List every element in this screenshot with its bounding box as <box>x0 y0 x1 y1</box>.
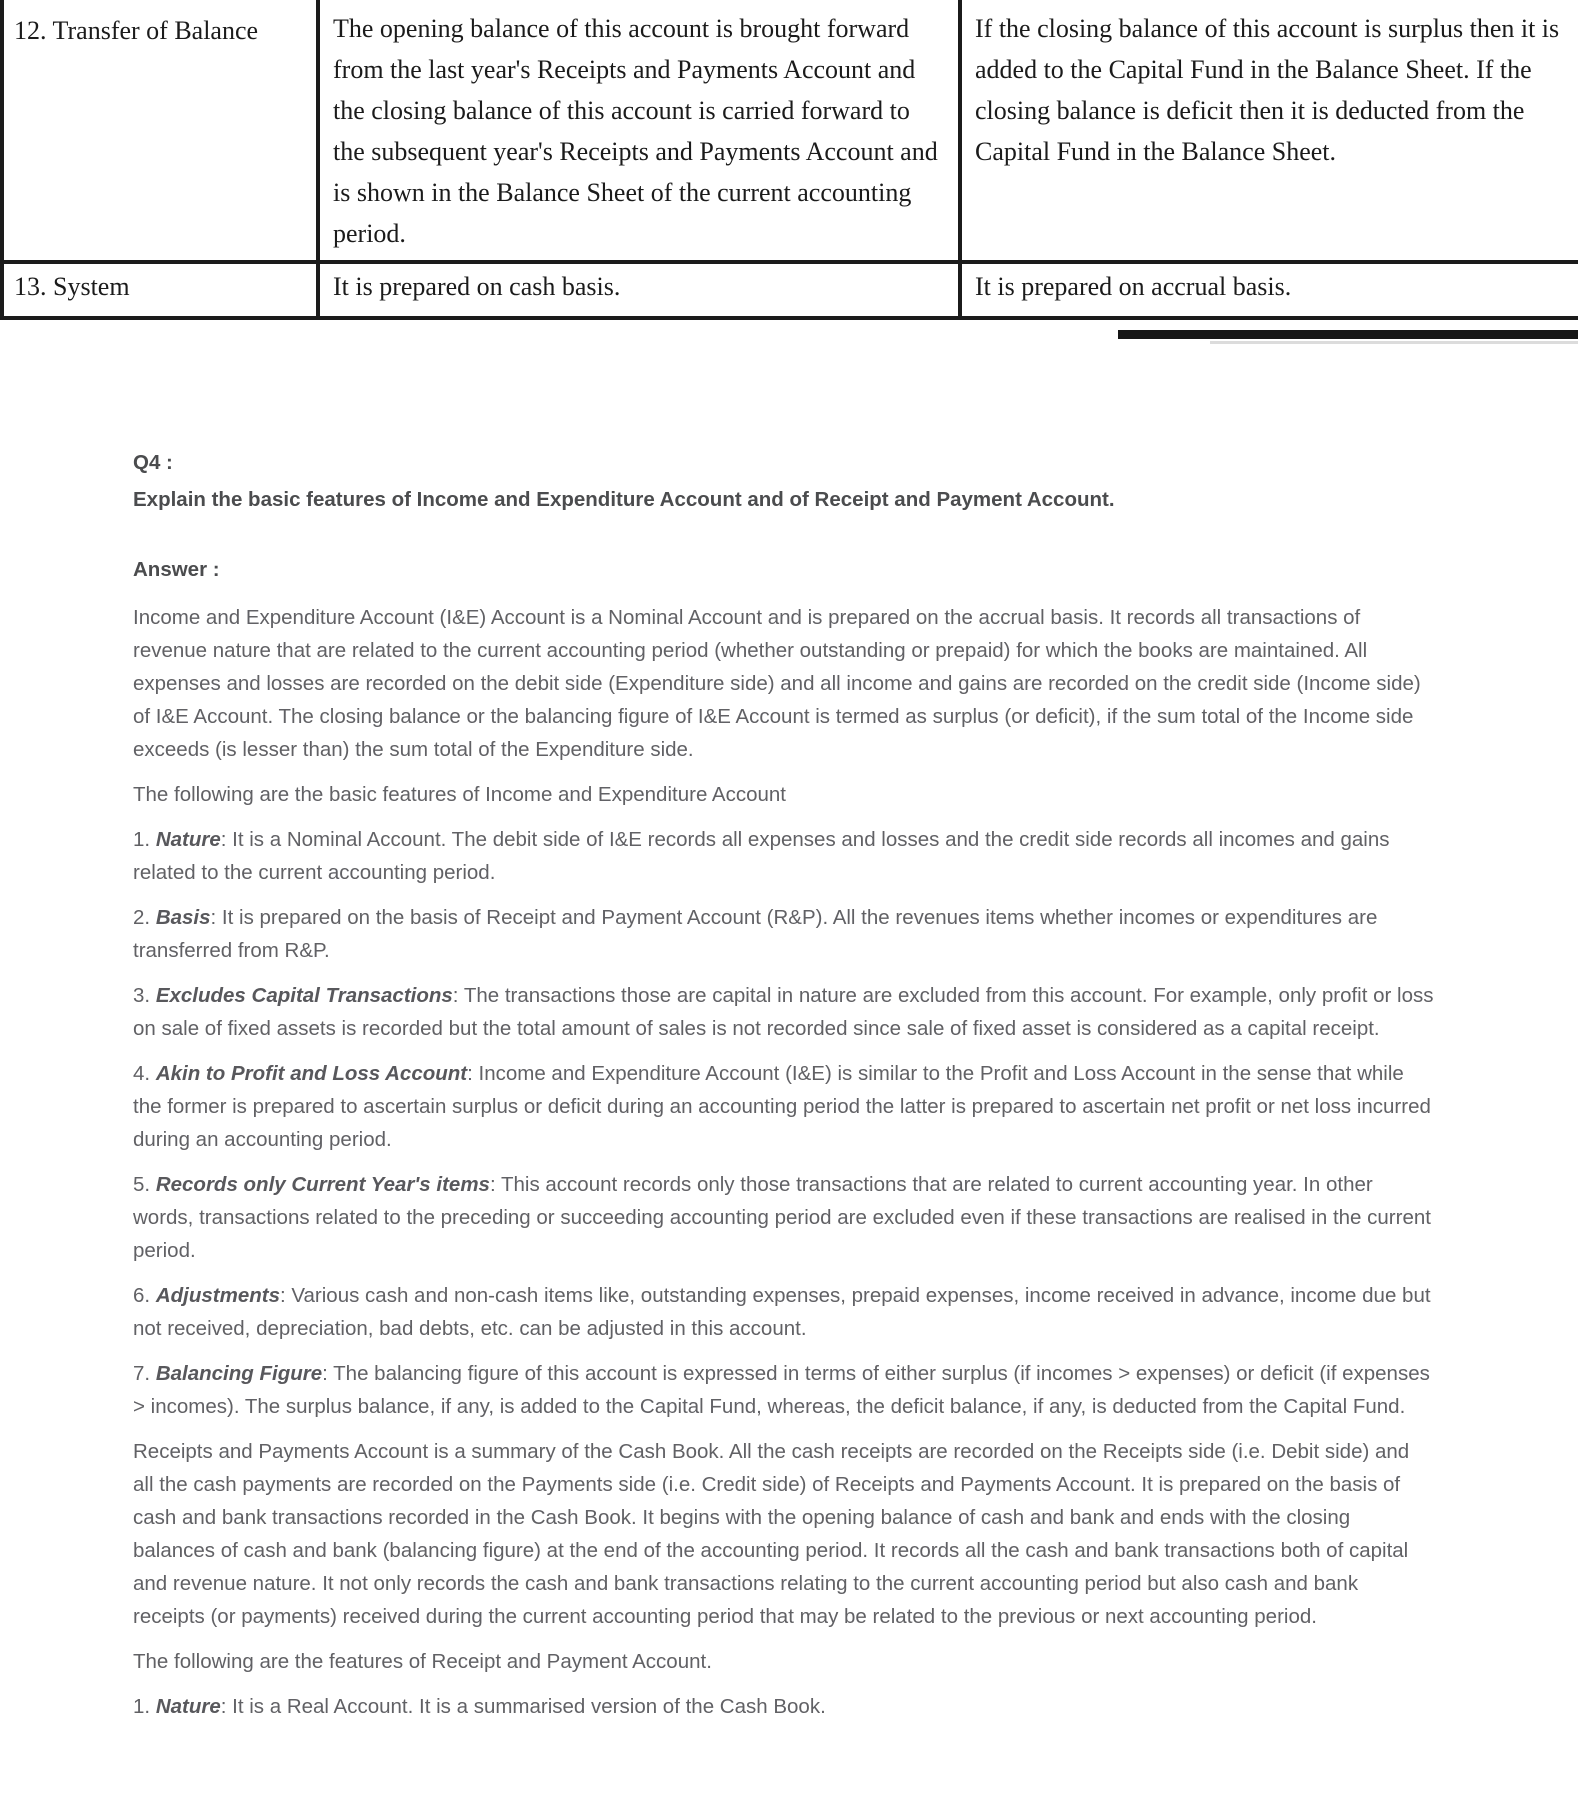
feature-text: : This account records only those transactions that are related to current accounting year. In other words, transactions related to the preceding or succeeding accounting period are excluded even if these transactions are realised in the current period. <box>133 1173 1431 1262</box>
table-cell-income-expenditure-column: It is prepared on accrual basis. <box>960 262 1578 318</box>
table-cell-receipts-payments-column: The opening balance of this account is brought forward from the last year's Receipts and Payments Account and the closing balance of this account is carried forward to the subsequent year's Receipts and Payments Account and is shown in the Balance Sheet of the current accounting period. <box>318 0 960 262</box>
feature-label: Excludes Capital Transactions <box>155 984 453 1007</box>
table-cell-receipts-payments-column: It is prepared on cash basis. <box>318 262 960 318</box>
feature-item-rp-nature <box>133 1690 1435 1723</box>
feature-text: : It is a Nominal Account. The debit side of I&E records all expenses and losses and the credit side records all incomes and gains related to the current accounting period. <box>133 828 1390 884</box>
comparison-table <box>0 0 1578 320</box>
feature-item-records-current-year-items <box>133 1168 1435 1267</box>
feature-label: Nature <box>155 828 221 851</box>
ie-overview-paragraph: Income and Expenditure Account (I&E) Account is a Nominal Account and is prepared on the accrual basis. It records all transactions of revenue nature that are related to the current accounting period (whether outstanding or prepaid) for which the books are maintained. All expenses and losses are recorded on the debit side (Expenditure side) and all income and gains are recorded on the credit side (Income side) of I&E Account. The closing balance or the balancing figure of I&E Account is termed as surplus (or deficit), if the sum total of the Income side exceeds (is lesser than) the sum total of the Expenditure side. <box>133 606 1421 761</box>
feature-number: 1. <box>133 1695 151 1718</box>
feature-text: : Various cash and non-cash items like, outstanding expenses, prepaid expenses, income received in advance, income due but not received, depreciation, bad debts, etc. can be adjusted in this account. <box>133 1284 1431 1340</box>
question-text: Explain the basic features of Income and Expenditure Account and of Receipt and Payment Account. <box>133 488 1115 511</box>
feature-number: 3. <box>133 984 151 1007</box>
scan-artifact-bar <box>1118 330 1578 339</box>
feature-item-excludes-capital-transactions <box>133 979 1435 1045</box>
feature-text: : It is prepared on the basis of Receipt and Payment Account (R&P). All the revenues items whether incomes or expenditures are transferred from R&P. <box>133 906 1378 962</box>
feature-number: 2. <box>133 906 151 929</box>
rp-features-intro: The following are the features of Receipt and Payment Account. <box>133 1650 712 1673</box>
table-cell-income-expenditure-column: If the closing balance of this account is surplus then it is added to the Capital Fund in the Balance Sheet. If the closing balance is deficit then it is deducted from the Capital Fund in the Balance Sheet. <box>960 0 1578 262</box>
feature-text: : Income and Expenditure Account (I&E) is similar to the Profit and Loss Account in the sense that while the former is prepared to ascertain surplus or deficit during an accounting period the latter is prepared to ascertain net profit or net loss incurred during an accounting period. <box>133 1062 1431 1151</box>
feature-text: : It is a Real Account. It is a summarised version of the Cash Book. <box>220 1695 826 1718</box>
feature-number: 7. <box>133 1362 151 1385</box>
table-cell-row-heading: 12. Transfer of Balance <box>2 0 318 262</box>
answer-label: Answer : <box>133 558 220 581</box>
feature-text: : The transactions those are capital in nature are excluded from this account. For example, only profit or loss on sale of fixed assets is recorded but the total amount of sales is not recorded since sale of fixed asset is considered as a capital receipt. <box>133 984 1434 1040</box>
feature-item-basis <box>133 901 1435 967</box>
table-row-system <box>2 262 1578 318</box>
scan-artifact-shadow <box>1210 341 1578 344</box>
ie-features-intro: The following are the basic features of Income and Expenditure Account <box>133 783 786 806</box>
feature-item-adjustments <box>133 1279 1435 1345</box>
qa-section <box>133 446 1435 1723</box>
rp-overview-paragraph: Receipts and Payments Account is a summary of the Cash Book. All the cash receipts are recorded on the Receipts side (i.e. Debit side) and all the cash payments are recorded on the Payments side (i.e. Credit side) of Receipts and Payments Account. It is prepared on the basis of cash and bank transactions recorded in the Cash Book. It begins with the opening balance of cash and bank and ends with the closing balances of cash and bank (balancing figure) at the end of the accounting period. It records all the cash and bank transactions both of capital and revenue nature. It not only records the cash and bank transactions relating to the current accounting period but also cash and bank receipts (or payments) received during the current accounting period that may be related to the previous or next accounting period. <box>133 1440 1410 1628</box>
feature-number: 4. <box>133 1062 151 1085</box>
feature-label: Basis <box>155 906 211 929</box>
table-cell-row-heading: 13. System <box>2 262 318 318</box>
feature-number: 6. <box>133 1284 151 1307</box>
feature-label: Akin to Profit and Loss Account <box>155 1062 468 1085</box>
feature-item-balancing-figure <box>133 1357 1435 1423</box>
feature-text: : The balancing figure of this account is expressed in terms of either surplus (if incomes > expenses) or deficit (if expenses > incomes). The surplus balance, if any, is added to the Capital Fund, whereas, the deficit balance, if any, is deducted from the Capital Fund. <box>133 1362 1430 1418</box>
feature-item-nature <box>133 823 1435 889</box>
feature-item-akin-to-profit-and-loss <box>133 1057 1435 1156</box>
question-label: Q4 : <box>133 451 173 474</box>
table-row-transfer-of-balance <box>2 0 1578 262</box>
feature-number: 5. <box>133 1173 151 1196</box>
feature-label: Balancing Figure <box>155 1362 323 1385</box>
feature-label: Nature <box>155 1695 221 1718</box>
feature-number: 1. <box>133 828 151 851</box>
feature-label: Adjustments <box>155 1284 280 1307</box>
feature-label: Records only Current Year's items <box>155 1173 490 1196</box>
